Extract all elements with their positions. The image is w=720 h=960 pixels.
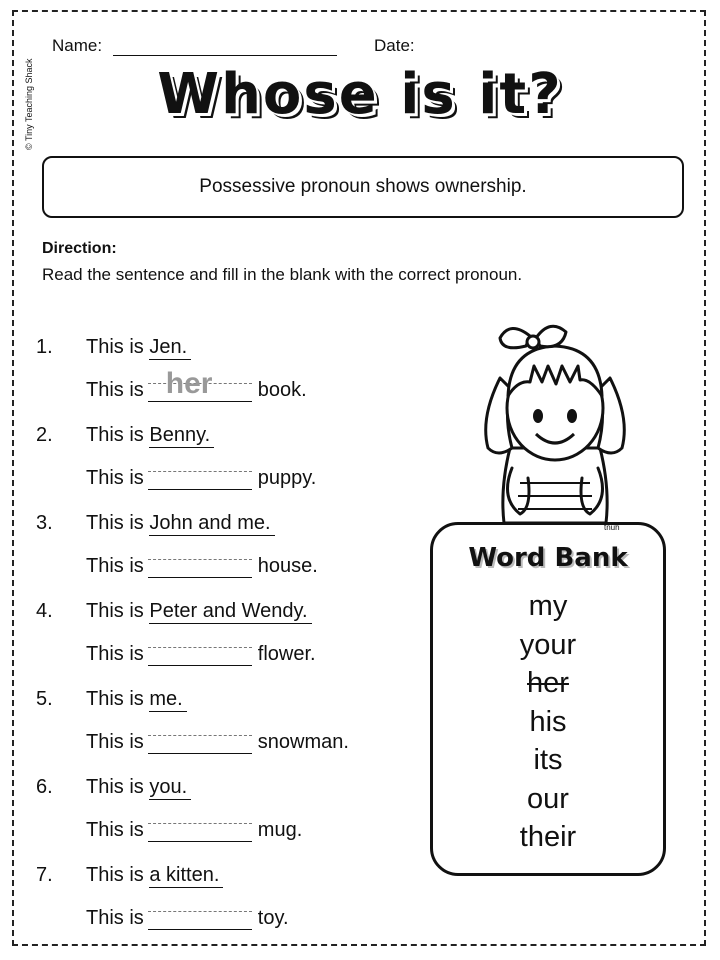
answer-tail: toy.	[257, 907, 289, 929]
direction-text: Read the sentence and fill in the blank with the correct pronoun.	[42, 265, 523, 284]
question-number: 6.	[36, 776, 53, 798]
answer-prefix: This is	[86, 819, 144, 841]
answer-blank[interactable]	[148, 551, 252, 578]
question-subject: Jen.	[149, 336, 191, 360]
question-subject: Peter and Wendy.	[149, 600, 311, 624]
answer-prefix: This is	[86, 379, 144, 401]
question-number: 2.	[36, 424, 53, 446]
answer-tail: flower.	[257, 643, 316, 665]
question-prefix: This is	[86, 864, 144, 886]
page-title: Whose is it?	[157, 62, 563, 127]
name-field[interactable]	[52, 36, 337, 56]
answer-prefix: This is	[86, 643, 144, 665]
illustration-signature: tnuh	[604, 523, 620, 532]
question-number: 3.	[36, 512, 53, 534]
answer-tail: snowman.	[257, 731, 349, 753]
question-prefix: This is	[86, 424, 144, 446]
question-number: 1.	[36, 336, 53, 358]
word-bank-word: my	[528, 590, 568, 622]
answer-blank[interactable]	[148, 463, 252, 490]
answer-blank[interactable]	[148, 727, 252, 754]
question-number: 5.	[36, 688, 53, 710]
question-number: 7.	[36, 864, 53, 886]
name-label: Name:	[52, 36, 103, 55]
word-bank-title: Word Bank	[468, 543, 628, 573]
direction-label: Direction:	[42, 240, 117, 257]
question-prefix: This is	[86, 688, 144, 710]
sample-answer: her	[165, 367, 213, 400]
answer-prefix: This is	[86, 555, 144, 577]
question-subject: me.	[149, 688, 186, 712]
answer-tail: book.	[257, 379, 307, 401]
word-bank-word: your	[519, 628, 577, 661]
date-field[interactable]	[374, 36, 421, 56]
copyright-text: © Tiny Teaching Shack	[24, 58, 34, 150]
word-bank-word: his	[529, 705, 567, 738]
question-prefix: This is	[86, 512, 144, 534]
question-prefix: This is	[86, 336, 144, 358]
word-bank-word: their	[519, 821, 577, 853]
question-subject: Benny.	[149, 424, 214, 448]
word-bank-word-used: her	[527, 667, 569, 699]
answer-prefix: This is	[86, 731, 144, 753]
answer-blank[interactable]	[148, 639, 252, 666]
girl-illustration	[470, 318, 640, 528]
answer-prefix: This is	[86, 467, 144, 489]
answer-blank[interactable]	[148, 903, 252, 930]
answer-tail: mug.	[257, 819, 303, 841]
question-prefix: This is	[86, 600, 144, 622]
answer-blank[interactable]	[148, 367, 252, 402]
question-number: 4.	[36, 600, 53, 622]
definition-text: Possessive pronoun shows ownership.	[199, 176, 527, 197]
question-subject: you.	[149, 776, 191, 800]
answer-prefix: This is	[86, 907, 144, 929]
definition-box	[42, 156, 684, 218]
word-bank-word: our	[527, 782, 569, 815]
date-label: Date:	[374, 36, 415, 55]
question-subject: John and me.	[149, 512, 274, 536]
question-prefix: This is	[86, 776, 144, 798]
answer-tail: puppy.	[257, 467, 317, 489]
answer-blank[interactable]	[148, 815, 252, 842]
word-bank-word: its	[533, 744, 563, 776]
question-subject: a kitten.	[149, 864, 223, 888]
name-blank[interactable]	[113, 39, 337, 56]
word-bank	[430, 522, 666, 876]
answer-tail: house.	[257, 555, 318, 577]
word-bank-list	[433, 587, 663, 857]
